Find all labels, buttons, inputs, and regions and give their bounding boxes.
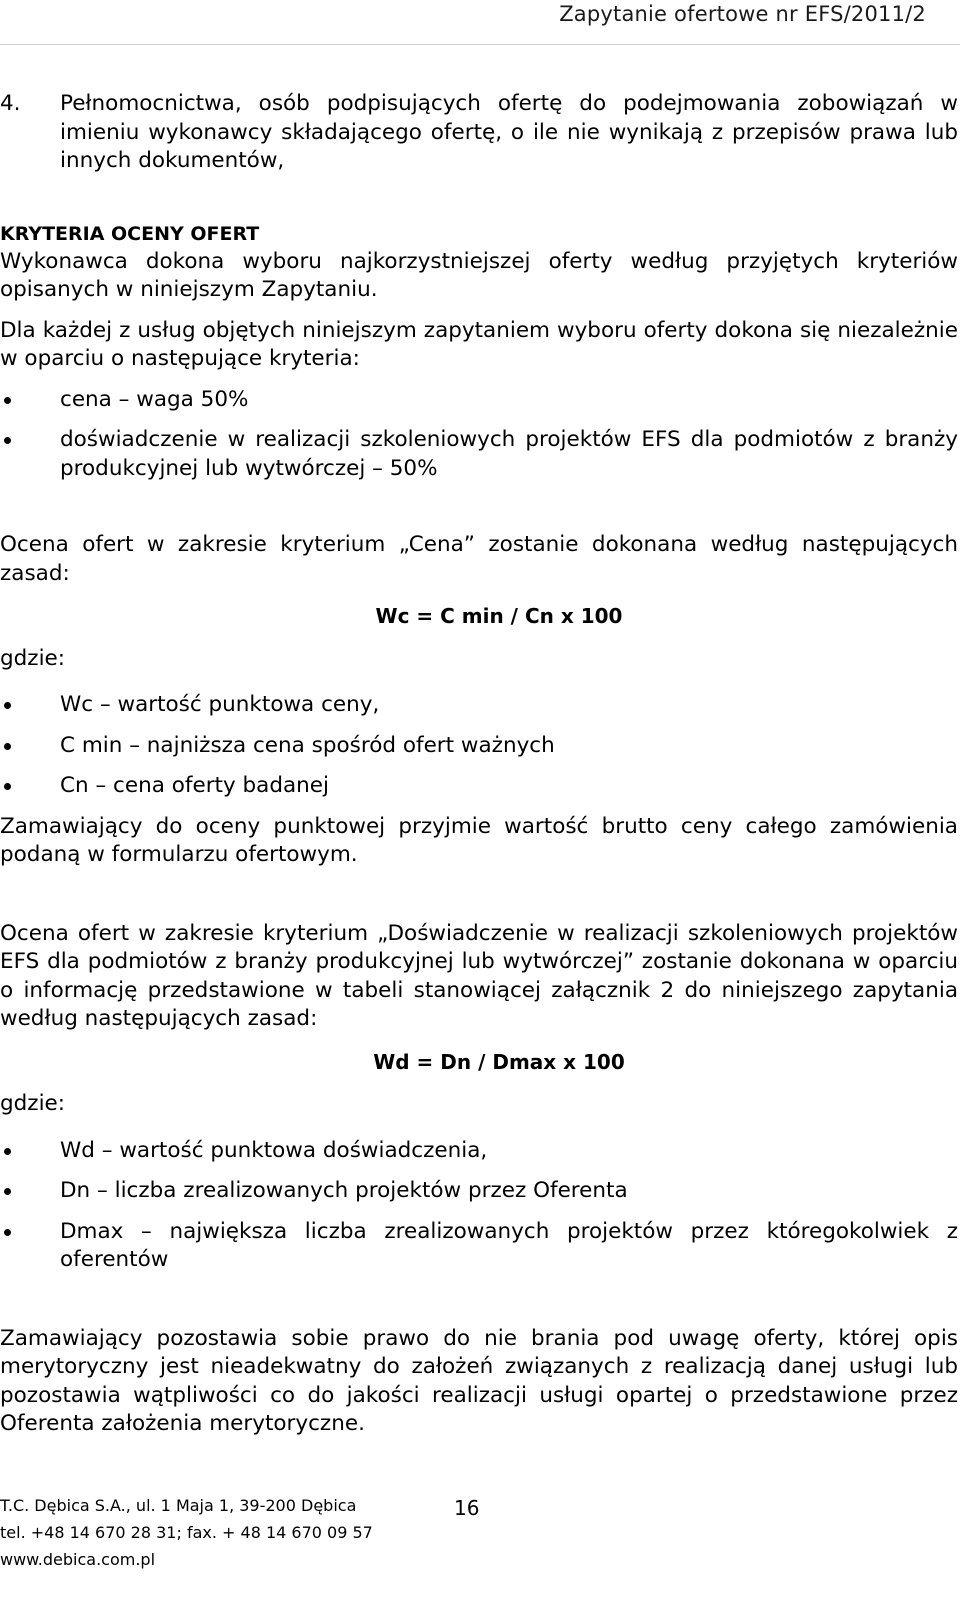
- closing-paragraph: Zamawiający pozostawia sobie prawo do nie brania pod uwagę oferty, której opis merytoryczny jest nieadekwatny do założeń związanych z realizacją danej usługi lub pozostawia wątpliwości co do jakości realizacji usługi opartej o przedstawione przez Oferenta założenia merytoryczne.: [0, 1325, 958, 1436]
- list-item: Cn – cena oferty badanej: [0, 772, 958, 801]
- document-header-title: Zapytanie ofertowe nr EFS/2011/2: [559, 2, 926, 26]
- list-item: Dn – liczba zrealizowanych projektów przez Oferenta: [0, 1177, 958, 1206]
- bullet-icon: [0, 1218, 60, 1275]
- experience-formula: Wd = Dn / Dmax x 100: [373, 1049, 625, 1074]
- header-divider: [0, 44, 960, 45]
- page-number: 16: [454, 1496, 480, 1520]
- price-legend-list: [0, 691, 958, 801]
- list-item: Wd – wartość punktowa doświadczenia,: [0, 1137, 958, 1166]
- list-item: C min – najniższa cena spośród ofert ważnych: [0, 732, 958, 761]
- list-item: Dmax – największa liczba zrealizowanych projektów przez któregokolwiek z oferentów: [0, 1218, 958, 1275]
- price-where: gdzie:: [0, 645, 66, 671]
- bullet-icon: [0, 426, 60, 483]
- experience-legend-list: [0, 1137, 958, 1275]
- section-heading: KRYTERIA OCENY OFERT: [0, 222, 260, 245]
- criteria-intro: Wykonawca dokona wyboru najkorzystniejszej oferty według przyjętych kryteriów opisanych w niniejszym Zapytaniu.: [0, 248, 958, 302]
- bullet-icon: [0, 386, 60, 415]
- numbered-item-4: [0, 90, 958, 176]
- list-item: doświadczenie w realizacji szkoleniowych projektów EFS dla podmiotów z branży produkcyjnej lub wytwórczej – 50%: [0, 426, 958, 483]
- document-body: [0, 90, 958, 1439]
- bullet-icon: [0, 1137, 60, 1166]
- bullet-icon: [0, 1177, 60, 1206]
- document-footer: [0, 1492, 700, 1573]
- experience-where: gdzie:: [0, 1091, 66, 1116]
- experience-intro: Ocena ofert w zakresie kryterium „Doświadczenie w realizacji szkoleniowych projektów EFS dla podmiotów z branży produkcyjnej lub wytwórczej” zostanie dokonana w oparciu o informację przedstawione w tabeli stanowiącej załącznik 2 do niniejszego zapytania według następujących zasad:: [0, 920, 958, 1031]
- item-number: 4.: [0, 91, 21, 116]
- list-item: Wc – wartość punktowa ceny,: [0, 691, 958, 720]
- footer-website: www.debica.com.pl: [0, 1550, 156, 1569]
- price-note: Zamawiający do oceny punktowej przyjmie wartość brutto ceny całego zamówienia podaną w formularzu ofertowym.: [0, 813, 958, 867]
- price-formula: Wc = C min / Cn x 100: [375, 604, 623, 628]
- price-intro: Ocena ofert w zakresie kryterium „Cena” zostanie dokonana według następujących zasad:: [0, 532, 958, 586]
- footer-phone: tel. +48 14 670 28 31; fax. + 48 14 670 09 57: [0, 1523, 373, 1542]
- footer-address: T.C. Dębica S.A., ul. 1 Maja 1, 39-200 Dębica: [0, 1496, 357, 1515]
- criteria-basis: Dla każdej z usług objętych niniejszym zapytaniem wyboru oferty dokona się niezależnie w oparciu o następujące kryteria:: [0, 317, 958, 371]
- bullet-icon: [0, 732, 60, 761]
- item-text: Pełnomocnictwa, osób podpisujących ofertę do podejmowania zobowiązań w imieniu wykonawcy składającego ofertę, o ile nie wynikają z przepisów prawa lub innych dokumentów,: [60, 91, 958, 173]
- criteria-list: [0, 386, 958, 484]
- bullet-icon: [0, 691, 60, 720]
- list-item: cena – waga 50%: [0, 386, 958, 415]
- bullet-icon: [0, 772, 60, 801]
